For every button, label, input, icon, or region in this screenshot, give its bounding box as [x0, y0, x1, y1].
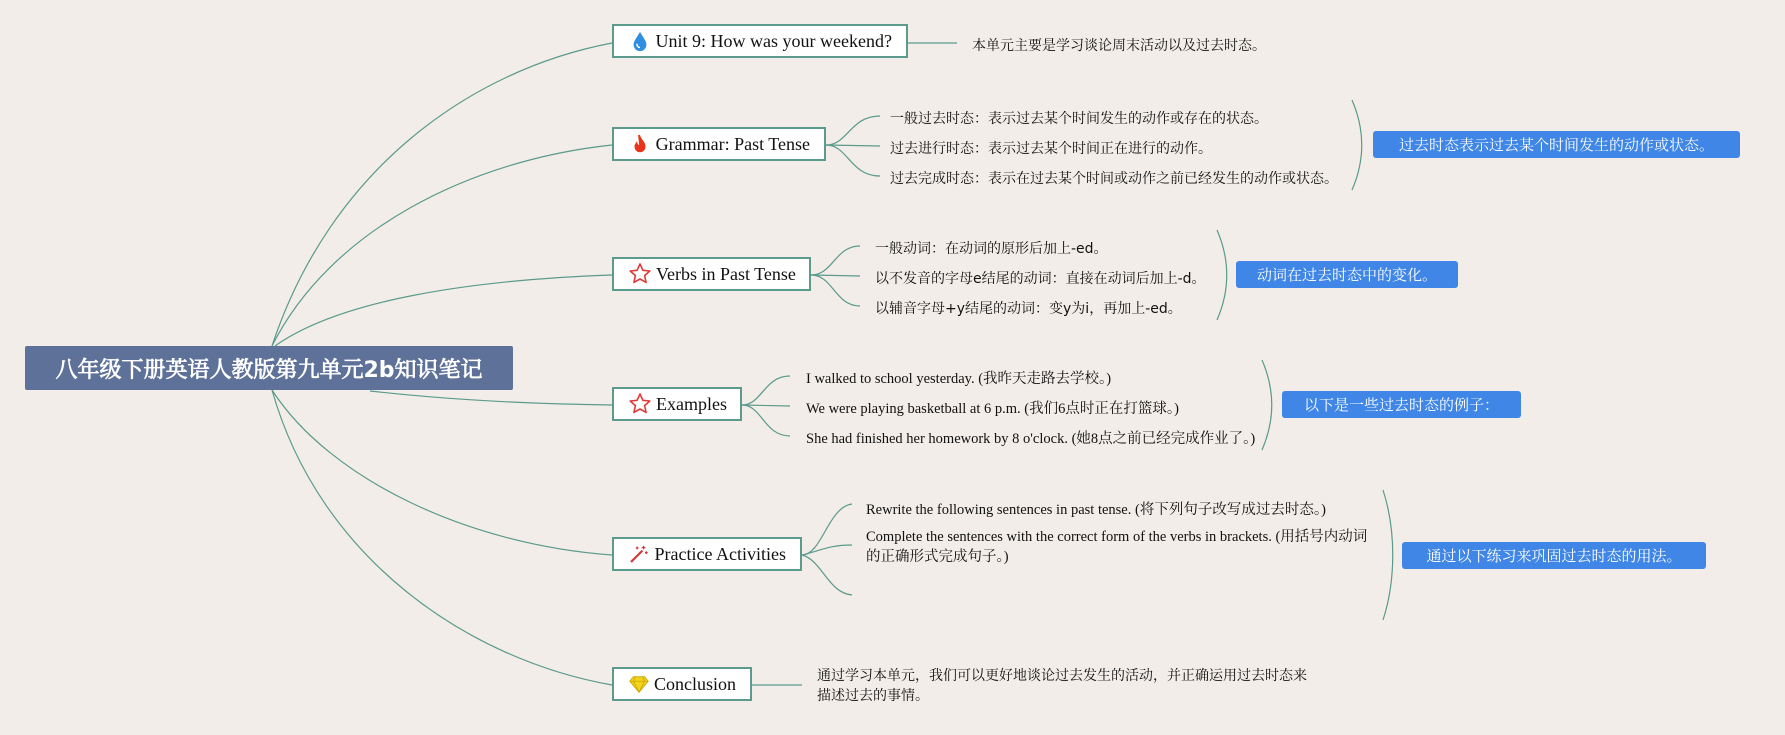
topic-label: Verbs in Past Tense	[656, 263, 796, 284]
topic-label: Conclusion	[654, 673, 737, 694]
topic-label: Practice Activities	[654, 543, 786, 564]
grammar-item: 过去进行时态：表示过去某个时间正在进行的动作。	[890, 141, 1212, 157]
topic-verbs[interactable]	[612, 257, 811, 291]
topic-label: Unit 9: How was your weekend?	[655, 30, 892, 51]
practice-summary[interactable]: 通过以下练习来巩固过去时态的用法。	[1402, 542, 1706, 569]
water-drop-icon	[628, 29, 652, 53]
star-icon	[628, 392, 652, 416]
topic-label: Examples	[656, 393, 727, 414]
star-icon	[628, 262, 652, 286]
topic-examples[interactable]	[612, 387, 742, 421]
grammar-item: 一般过去时态：表示过去某个时间发生的动作或存在的状态。	[890, 111, 1268, 127]
flame-icon	[628, 132, 652, 156]
example-item: We were playing basketball at 6 p.m. (我们6点时正在打篮球。)	[806, 401, 1179, 417]
examples-summary[interactable]: 以下是一些过去时态的例子：	[1282, 391, 1521, 418]
example-item: She had finished her homework by 8 o'clock. (她8点之前已经完成作业了。)	[806, 431, 1256, 447]
verbs-item: 以不发音的字母e结尾的动词：直接在动词后加上-d。	[875, 271, 1206, 287]
conclusion-note: 通过学习本单元，我们可以更好地谈论过去发生的活动，并正确运用过去时态来描述过去的事情。	[817, 668, 1307, 704]
topic-conclusion[interactable]	[612, 667, 752, 701]
topic-grammar[interactable]	[612, 127, 826, 161]
practice-item: Complete the sentences with the correct form of the verbs in brackets. (用括号内动词的正确形式完成句子。)	[866, 529, 1368, 565]
grammar-item: 过去完成时态：表示在过去某个时间或动作之前已经发生的动作或状态。	[890, 171, 1338, 187]
diamond-icon	[628, 672, 650, 696]
verbs-summary[interactable]: 动词在过去时态中的变化。	[1236, 261, 1458, 288]
topic-unit[interactable]	[612, 24, 908, 58]
topic-practice[interactable]	[612, 537, 802, 571]
example-item: I walked to school yesterday. (我昨天走路去学校。)	[806, 371, 1112, 387]
practice-item: Rewrite the following sentences in past tense. (将下列句子改写成过去时态。)	[866, 502, 1326, 518]
magic-wand-icon	[628, 542, 651, 566]
unit-note: 本单元主要是学习谈论周末活动以及过去时态。	[972, 38, 1266, 54]
grammar-summary[interactable]: 过去时态表示过去某个时间发生的动作或状态。	[1373, 131, 1740, 158]
topic-label: Grammar: Past Tense	[655, 133, 810, 154]
central-topic[interactable]: 八年级下册英语人教版第九单元2b知识笔记	[25, 346, 513, 390]
verbs-item: 以辅音字母+y结尾的动词：变y为i，再加上-ed。	[875, 301, 1182, 317]
verbs-item: 一般动词：在动词的原形后加上-ed。	[875, 241, 1108, 257]
